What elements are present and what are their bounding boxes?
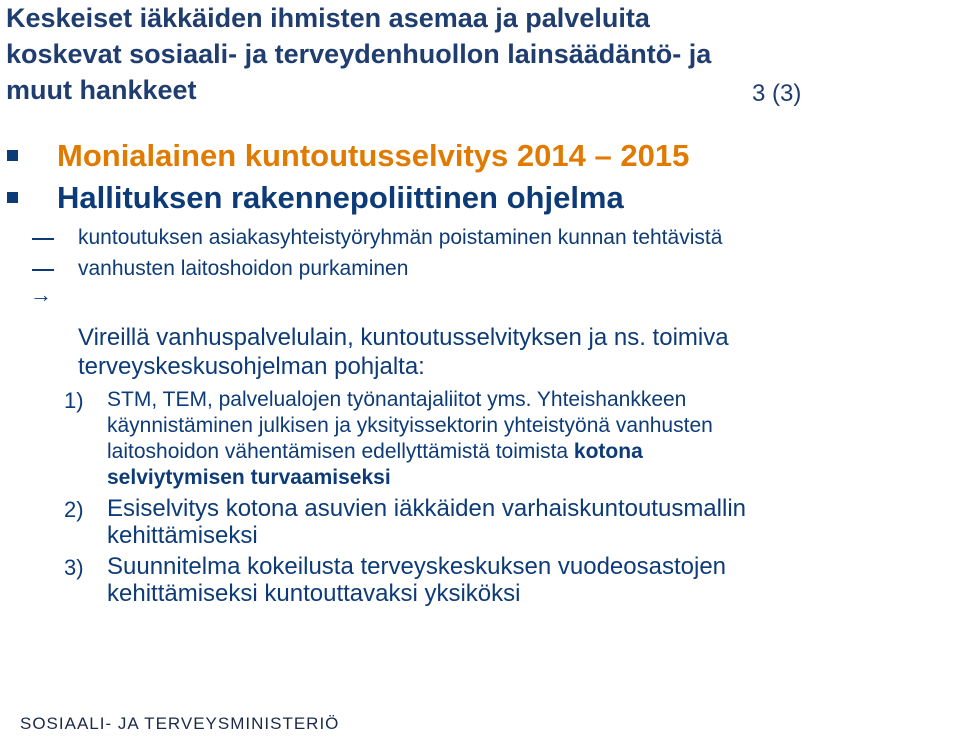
square-bullet-icon bbox=[7, 192, 18, 203]
item-number: 2) bbox=[64, 497, 84, 522]
square-bullet-icon bbox=[7, 150, 18, 161]
footer-logo-text: SOSIAALI- JA TERVEYSMINISTERIÖ bbox=[20, 714, 340, 733]
item-1-line-1: STM, TEM, palvelualojen työnantajaliitot yms. Yhteishankkeen bbox=[107, 388, 687, 411]
item-1-line-3 bbox=[107, 439, 947, 465]
item-1-line-3-text: laitoshoidon vähentämisen edellyttämistä toimista bbox=[107, 440, 574, 463]
bullet-text: Monialainen kuntoutusselvitys 2014 – 2015 bbox=[57, 138, 690, 173]
item-2-line-1: Esiselvitys kotona asuvien iäkkäiden varhaiskuntoutusmallin bbox=[107, 495, 746, 522]
paragraph-line-1: Vireillä vanhuspalvelulain, kuntoutusselvityksen ja ns. toimiva bbox=[78, 324, 729, 351]
item-1-line-4: selviytymisen turvaamiseksi bbox=[107, 466, 391, 489]
item-3-line-1: Suunnitelma kokeilusta terveyskeskuksen vuodeosastojen bbox=[107, 553, 727, 580]
title-line-1: Keskeiset iäkkäiden ihmisten asemaa ja palveluita bbox=[6, 3, 650, 33]
item-number: 1) bbox=[64, 388, 84, 413]
sub-bullet-text: kuntoutuksen asiakasyhteistyöryhmän poistaminen kunnan tehtävistä bbox=[78, 226, 723, 249]
item-1-line-2: käynnistäminen julkisen ja yksityissektorin yhteistyönä vanhusten bbox=[107, 414, 713, 437]
item-1-bold-text: kotona bbox=[573, 440, 643, 463]
arrow-right-icon: → bbox=[30, 282, 52, 307]
dash-icon bbox=[32, 269, 54, 271]
page-number: 3 (3) bbox=[752, 80, 802, 107]
item-3 bbox=[107, 553, 947, 607]
title-line-3: muut hankkeet bbox=[6, 75, 197, 105]
item-number: 3) bbox=[64, 555, 84, 580]
item-3-line-2: kehittämiseksi kuntouttavaksi yksiköksi bbox=[107, 580, 521, 607]
bullet-text: Hallituksen rakennepoliittinen ohjelma bbox=[57, 180, 624, 215]
item-1 bbox=[107, 387, 947, 491]
title-line-2: koskevat sosiaali- ja terveydenhuollon lainsäädäntö- ja bbox=[6, 39, 712, 69]
paragraph-line-2: terveyskeskusohjelman pohjalta: bbox=[78, 353, 425, 380]
sub-bullet-text: vanhusten laitoshoidon purkaminen bbox=[78, 257, 409, 280]
paragraph bbox=[78, 323, 948, 381]
item-2-line-2: kehittämiseksi bbox=[107, 522, 258, 549]
item-2 bbox=[107, 495, 947, 549]
dash-icon bbox=[32, 238, 54, 240]
